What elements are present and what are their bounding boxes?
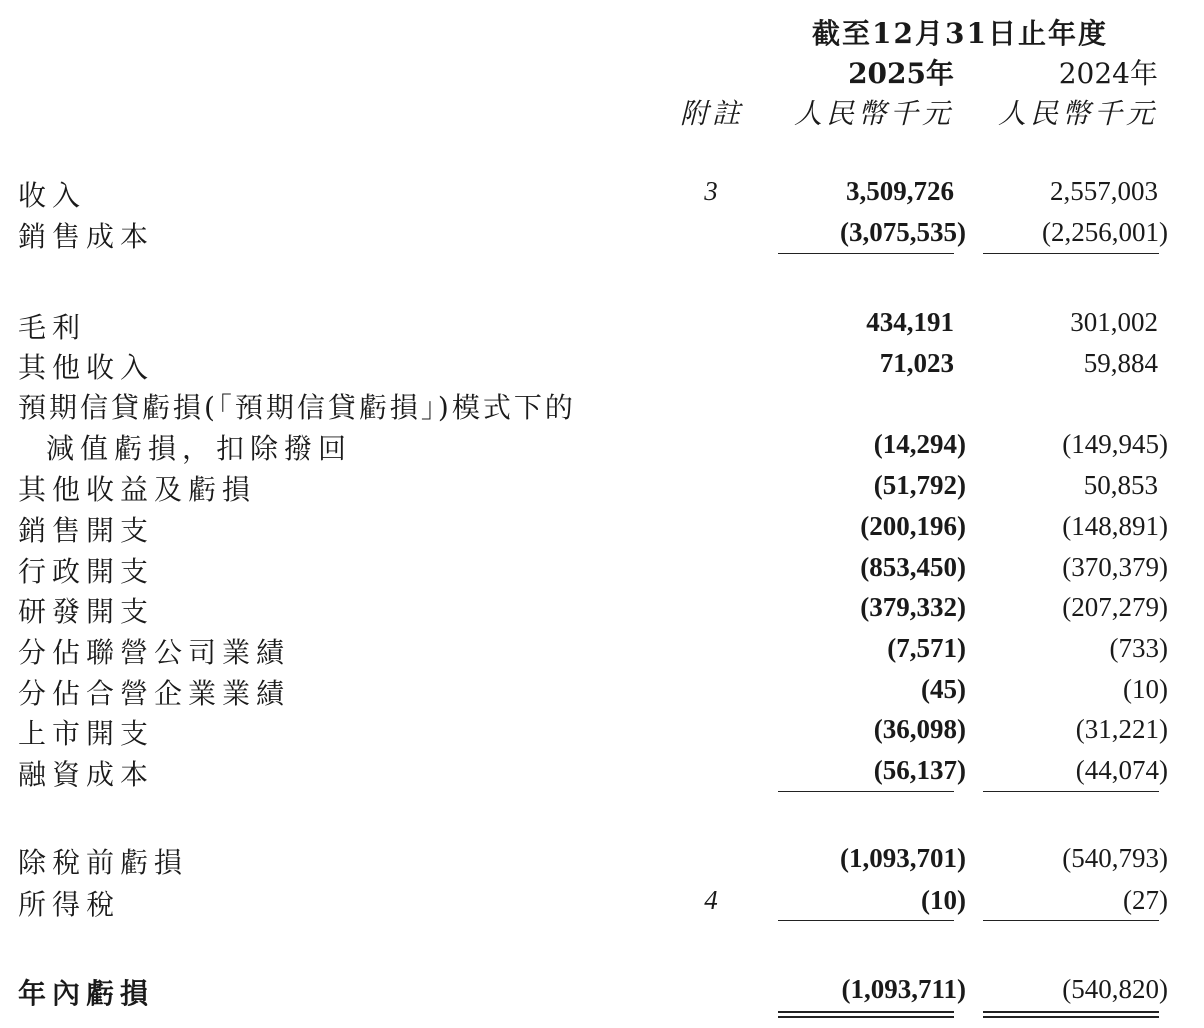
row-prior-other-income: 59,884 <box>1083 348 1158 378</box>
row-label-cost-of-sales: 銷售成本 <box>18 220 155 253</box>
total-double-rule-current-top <box>778 1011 954 1013</box>
row-prior-share-associates: (733) <box>1109 633 1168 663</box>
period-heading: 截至12月31日止年度 <box>812 17 1108 50</box>
row-prior-income-tax: (27) <box>1123 885 1168 915</box>
row-prior-rd-expenses: (207,279) <box>1062 592 1168 622</box>
total-double-rule-prior-top <box>983 1011 1159 1013</box>
row-note-income-tax: 4 <box>704 885 718 915</box>
row-label-share-jv: 分佔合營企業業績 <box>18 677 291 710</box>
row-prior-ecl: (149,945) <box>1062 429 1168 459</box>
subtotal-rule-current <box>778 791 954 792</box>
row-current-other-gains: (51,792) <box>873 470 966 500</box>
row-current-admin-expenses: (853,450) <box>860 552 966 582</box>
row-prior-gross-profit: 301,002 <box>1070 307 1158 337</box>
row-label-gross-profit: 毛利 <box>18 311 87 344</box>
row-label-revenue: 收入 <box>18 179 87 212</box>
subtotal-rule-prior <box>983 253 1159 254</box>
row-current-gross-profit: 434,191 <box>866 307 954 337</box>
row-label-admin-expenses: 行政開支 <box>18 555 155 588</box>
row-prior-admin-expenses: (370,379) <box>1062 552 1168 582</box>
row-current-rd-expenses: (379,332) <box>860 592 966 622</box>
year-current-heading: 2025年 <box>848 57 954 90</box>
row-prior-finance-costs: (44,074) <box>1075 755 1168 785</box>
row-label-selling-expenses: 銷售開支 <box>18 514 155 547</box>
row-note-revenue: 3 <box>704 176 718 206</box>
row-current-loss-before-tax: (1,093,701) <box>840 843 966 873</box>
row-label-ecl-line1: 預期信貸虧損(「預期信貸虧損」)模式下的 <box>18 391 576 424</box>
row-prior-listing-expenses: (31,221) <box>1075 714 1168 744</box>
row-label-ecl-line2: 減值虧損，扣除撥回 <box>46 432 353 465</box>
row-prior-other-gains: 50,853 <box>1083 470 1158 500</box>
subtotal-rule-current <box>778 253 954 254</box>
row-prior-loss-for-year: (540,820) <box>1062 974 1168 1004</box>
row-label-loss-for-year: 年內虧損 <box>18 977 155 1010</box>
row-prior-cost-of-sales: (2,256,001) <box>1042 217 1168 247</box>
unit-current-heading: 人民幣千元 <box>793 97 954 130</box>
note-heading: 附註 <box>680 97 745 130</box>
row-current-loss-for-year: (1,093,711) <box>841 974 966 1004</box>
row-current-listing-expenses: (36,098) <box>873 714 966 744</box>
total-double-rule-prior-bottom <box>983 1016 1159 1018</box>
row-label-listing-expenses: 上市開支 <box>18 717 155 750</box>
row-current-finance-costs: (56,137) <box>873 755 966 785</box>
row-label-loss-before-tax: 除稅前虧損 <box>18 846 189 879</box>
row-label-other-income: 其他收入 <box>18 351 155 384</box>
row-prior-loss-before-tax: (540,793) <box>1062 843 1168 873</box>
subtotal-rule-prior <box>983 920 1159 921</box>
row-current-cost-of-sales: (3,075,535) <box>840 217 966 247</box>
row-prior-selling-expenses: (148,891) <box>1062 511 1168 541</box>
row-current-selling-expenses: (200,196) <box>860 511 966 541</box>
row-current-share-associates: (7,571) <box>887 633 966 663</box>
subtotal-rule-current <box>778 920 954 921</box>
row-current-income-tax: (10) <box>921 885 966 915</box>
row-label-share-associates: 分佔聯營公司業績 <box>18 636 291 669</box>
row-current-share-jv: (45) <box>921 674 966 704</box>
row-prior-share-jv: (10) <box>1123 674 1168 704</box>
subtotal-rule-prior <box>983 791 1159 792</box>
row-label-income-tax: 所得稅 <box>18 888 121 921</box>
row-label-finance-costs: 融資成本 <box>18 758 155 791</box>
row-current-other-income: 71,023 <box>879 348 954 378</box>
total-double-rule-current-bottom <box>778 1016 954 1018</box>
row-prior-revenue: 2,557,003 <box>1050 176 1158 206</box>
year-prior-heading: 2024年 <box>1058 57 1158 90</box>
row-current-revenue: 3,509,726 <box>846 176 954 206</box>
row-label-other-gains: 其他收益及虧損 <box>18 473 257 506</box>
row-label-rd-expenses: 研發開支 <box>18 595 155 628</box>
row-current-ecl: (14,294) <box>873 429 966 459</box>
unit-prior-heading: 人民幣千元 <box>997 97 1158 130</box>
